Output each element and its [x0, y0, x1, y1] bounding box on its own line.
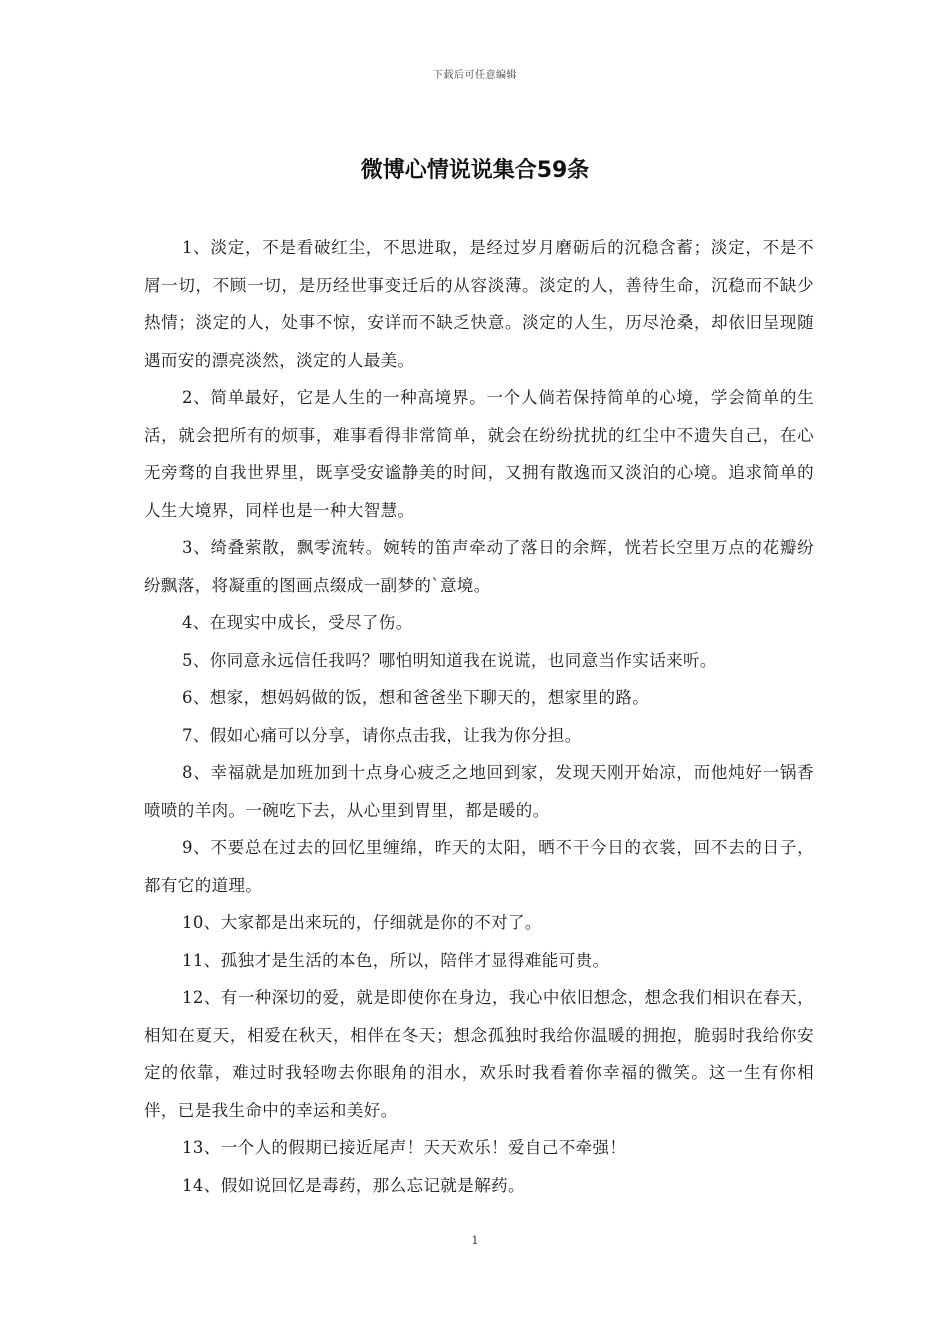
- paragraph-6: 6、想家，想妈妈做的饭，想和爸爸坐下聊天的，想家里的路。: [182, 688, 650, 707]
- header-note: 下载后可任意编辑: [433, 70, 517, 81]
- paragraph-8: 8、幸福就是加班加到十点身心疲乏之地回到家，发现天刚开始凉，而他炖好一锅香喷喷的羊肉。一碗吃下去，从心里到胃里，都是暖的。: [144, 763, 814, 820]
- paragraph-3: 3、绮叠萦散，飘零流转。婉转的笛声牵动了落日的余辉，恍若长空里万点的花瓣纷纷飘落，将凝重的图画点缀成一副梦的`意境。: [144, 538, 814, 595]
- document-title: 微博心情说说集合59条: [360, 158, 590, 183]
- paragraph-10: 10、大家都是出来玩的，仔细就是你的不对了。: [182, 913, 542, 932]
- paragraph-14: 14、假如说回忆是毒药，那么忘记就是解药。: [182, 1175, 525, 1195]
- paragraph-12: 12、有一种深切的爱，就是即使你在身边，我心中依旧想念，想念我们相识在春天，相知在夏天，相爱在秋天，相伴在冬天；想念孤独时我给你温暖的拥抱，脆弱时我给你安定的依靠，难过时我轻吻去你眼角的泪水，欢乐时我看着你幸福的微笑。这一生有你相伴，已是我生命中的幸运和美好。: [144, 988, 814, 1120]
- paragraph-11: 11、孤独才是生活的本色，所以，陪伴才显得难能可贵。: [182, 950, 610, 970]
- paragraph-5: 5、你同意永远信任我吗？哪怕明知道我在说谎，也同意当作实话来听。: [182, 650, 717, 670]
- paragraph-13: 13、一个人的假期已接近尾声！天天欢乐！爱自己不牵强！: [182, 1138, 627, 1157]
- paragraph-7: 7、假如心痛可以分享，请你点击我，让我为你分担。: [182, 725, 582, 745]
- paragraph-4: 4、在现实中成长，受尽了伤。: [182, 613, 413, 632]
- paragraph-1: 1、淡定，不是看破红尘，不思进取，是经过岁月磨砺后的沉稳含蓄；淡定，不是不屑一切，不顾一切，是历经世事变迁后的从容淡薄。淡定的人，善待生命，沉稳而不缺少热情；淡定的人，处事不惊，安详而不缺乏快意。淡定的人生，历尽沧桑，却依旧呈现随遇而安的漂亮淡然，淡定的人最美。: [144, 238, 814, 370]
- paragraph-2: 2、简单最好，它是人生的一种高境界。一个人倘若保持简单的心境，学会简单的生活，就会把所有的烦事，难事看得非常简单，就会在纷纷扰扰的红尘中不遗失自己，在心无旁骛的自我世界里，既享受安谧静美的时间，又拥有散逸而又淡泊的心境。追求简单的人生大境界，同样也是一种大智慧。: [144, 388, 814, 520]
- page-number: 1: [471, 1234, 479, 1247]
- document-body: [144, 229, 814, 1204]
- paragraph-9: 9、不要总在过去的回忆里缠绵，昨天的太阳，晒不干今日的衣裳，回不去的日子，都有它的道理。: [144, 838, 814, 895]
